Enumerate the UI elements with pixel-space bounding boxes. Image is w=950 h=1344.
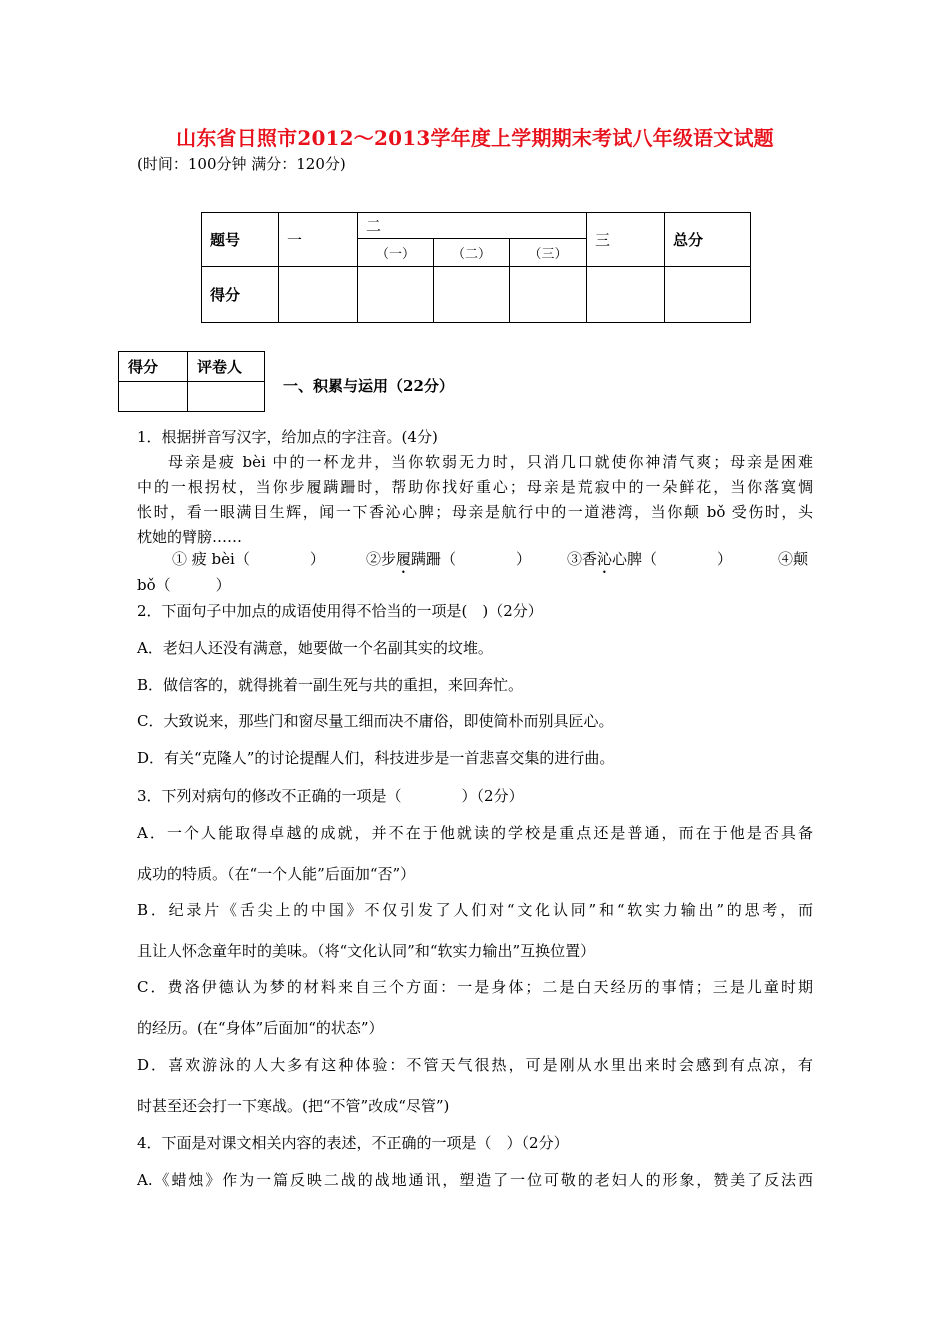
score-table-header-two-a: （一）: [358, 239, 434, 267]
score-table: [201, 212, 751, 323]
q3-option-b-line: B．纪录片《舌尖上的中国》不仅引发了人们对“文化认同”和“软实力输出”的思考，而: [137, 901, 813, 919]
q2-option-c: C．大致说来，那些门和窗尽量工细而决不庸俗，即使简朴而别具匠心。: [137, 712, 614, 730]
score-table-header-two: 二: [358, 213, 587, 239]
q3-option-a-line: 成功的特质。（在“一个人能”后面加“否”）: [137, 865, 416, 883]
exam-meta: (时间：100分钟 满分：120分): [137, 155, 346, 173]
q3-stem: 3．下列对病句的修改不正确的一项是（ ）（2分）: [137, 787, 524, 805]
score-table-header-total: 总分: [665, 213, 751, 267]
q1-option-2-dotted: 履: [396, 550, 412, 568]
section-heading: 一、积累与运用（22分）: [283, 377, 454, 395]
q1-passage-line: 中的一根拐杖，当你步履蹒跚时，帮助你找好重心；母亲是荒寂中的一朵鲜花，当你落寞惆: [137, 478, 813, 496]
grader-table-score-label: 得分: [119, 352, 188, 382]
grader-name-cell: [188, 382, 265, 412]
score-table-header-three: 三: [587, 213, 665, 267]
q1-option-1: ① 疲 bèi（ ）: [172, 550, 325, 568]
grader-table: [118, 351, 265, 412]
score-cell-two-a: [358, 267, 434, 323]
q4-option-a-line: A.《蜡烛》作为一篇反映二战的战地通讯，塑造了一位可敬的老妇人的形象，赞美了反法西: [137, 1171, 813, 1189]
q2-option-b: B．做信客的，就得挑着一副生死与共的重担，来回奔忙。: [137, 676, 524, 694]
grader-score-cell: [119, 382, 188, 412]
q1-option-2-prefix: ②步: [366, 550, 397, 568]
score-cell-total: [665, 267, 751, 323]
q1-option-3: [567, 549, 732, 577]
q2-option-a: A．老妇人还没有满意，她要做一个名副其实的坟堆。: [137, 639, 493, 657]
q1-option-2: [366, 549, 531, 577]
q3-option-a-line: A．一个人能取得卓越的成就，并不在于他就读的学校是重点还是普通，而在于他是否具备: [137, 824, 813, 842]
q1-option-3-prefix: ③香: [567, 550, 598, 568]
q1-passage-line: 枕她的臂膀……: [137, 528, 243, 546]
score-cell-two-c: [510, 267, 587, 323]
score-table-row-label: 得分: [202, 267, 279, 323]
q3-option-c-line: C．费洛伊德认为梦的材料来自三个方面：一是身体；二是白天经历的事情；三是儿童时期: [137, 978, 813, 996]
q1-stem: 1．根据拼音写汉字，给加点的字注音。(4分): [137, 428, 438, 446]
score-cell-one: [279, 267, 358, 323]
q1-option-2-suffix: 蹒跚（ ）: [411, 550, 532, 568]
score-cell-three: [587, 267, 665, 323]
q1-option-4-continued: bǒ（ ）: [137, 576, 231, 594]
q1-passage-line: 母亲是疲 bèi 中的一杯龙井，当你软弱无力时，只消几口就使你神清气爽；母亲是困难: [168, 453, 813, 471]
score-table-header-two-c: （三）: [510, 239, 587, 267]
document-title: 山东省日照市2012～2013学年度上学期期末考试八年级语文试题: [176, 126, 774, 150]
score-table-header-num: 题号: [202, 213, 279, 267]
q3-option-c-line: 的经历。(在“身体”后面加“的状态”）: [137, 1019, 384, 1037]
q2-stem: 2．下面句子中加点的成语使用得不恰当的一项是( )（2分）: [137, 602, 543, 620]
q1-option-4: ④颠: [778, 550, 809, 568]
grader-table-grader-label: 评卷人: [188, 352, 265, 382]
q1-option-3-suffix: 心脾（ ）: [612, 550, 733, 568]
q3-option-b-line: 且让人怀念童年时的美味。（将“文化认同”和“软实力输出”互换位置）: [137, 942, 596, 960]
q2-option-d: D．有关“克隆人”的讨论提醒人们，科技进步是一首悲喜交集的进行曲。: [137, 749, 615, 767]
score-table-header-two-b: （二）: [434, 239, 510, 267]
q4-stem: 4．下面是对课文相关内容的表述，不正确的一项是（ ）（2分）: [137, 1134, 569, 1152]
score-cell-two-b: [434, 267, 510, 323]
q3-option-d-line: D．喜欢游泳的人大多有这种体验：不管天气很热，可是刚从水里出来时会感到有点凉，有: [137, 1056, 813, 1074]
q1-option-3-dotted: 沁: [597, 550, 613, 568]
score-table-header-one: 一: [279, 213, 358, 267]
q1-passage-line: 怅时，看一眼满目生辉，闻一下香沁心脾；母亲是航行中的一道港湾，当你颠 bǒ 受伤时，头: [137, 503, 813, 521]
q3-option-d-line: 时甚至还会打一下寒战。(把“不管”改成“尽管”): [137, 1097, 450, 1115]
